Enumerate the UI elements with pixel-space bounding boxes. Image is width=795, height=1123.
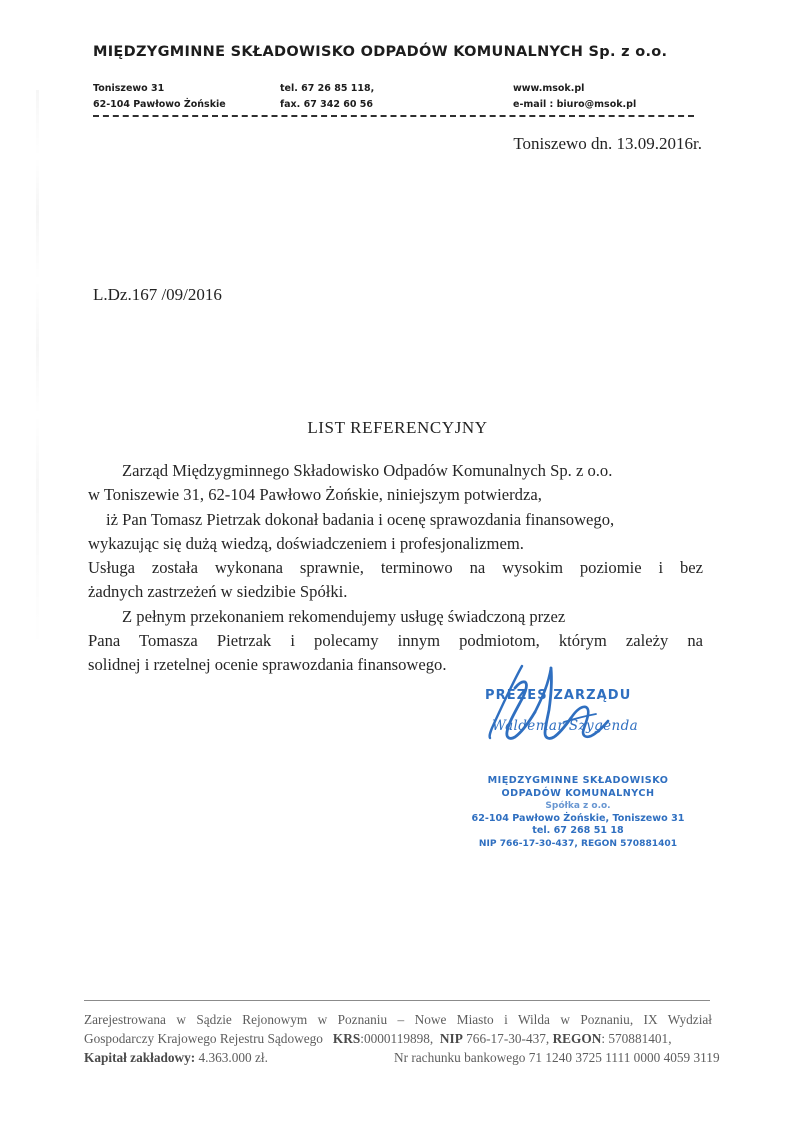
- address-line-2: 62-104 Pawłowo Żońskie: [93, 99, 226, 110]
- stamp-line-5: tel. 67 268 51 18: [532, 825, 624, 837]
- letterhead-contact-row: [93, 81, 708, 115]
- stamp-line-6: NIP 766-17-30-437, REGON 570881401: [478, 838, 678, 849]
- footer-line-2: [84, 1029, 712, 1048]
- regon-value: : 570881401,: [601, 1031, 672, 1046]
- document-title: LIST REFERENCYJNY: [307, 418, 488, 437]
- body-line: Z pełnym przekonaniem rekomendujemy usługę świadczoną przez: [122, 606, 566, 626]
- letterhead-web-email: [513, 81, 636, 113]
- scan-edge-artifact: [36, 90, 39, 650]
- letterhead-phone-fax: [280, 81, 374, 113]
- stamp-line-3: Spółka z o.o.: [545, 801, 611, 812]
- nip-label: NIP: [439, 1031, 463, 1046]
- body-line: żadnych zastrzeżeń w siedzibie Spółki.: [88, 582, 348, 602]
- body-line: Zarząd Międzygminnego Składowisko Odpadów Komunalnych Sp. z o.o.: [122, 461, 613, 480]
- letterhead-address: [93, 81, 226, 113]
- share-capital-label: Kapitał zakładowy:: [84, 1050, 196, 1065]
- body-line: Pana Tomasza Pietrzak i polecamy innym podmiotom, którym zależy na: [88, 631, 703, 651]
- handwritten-signature: [452, 662, 702, 752]
- body-line: Usługa została wykonana sprawnie, terminowo na wysokim poziomie i bez: [88, 558, 703, 578]
- stamp-line-4: 62-104 Pawłowo Żońskie, Toniszewo 31: [471, 812, 685, 824]
- phone-number: tel. 67 26 85 118,: [280, 83, 375, 94]
- footer-line-1: Zarejestrowana w Sądzie Rejonowym w Poznaniu – Nowe Miasto i Wilda w Poznaniu, IX Wydział: [84, 1012, 712, 1027]
- stamp-line-1: MIĘDZYGMINNE SKŁADOWISKO: [487, 775, 669, 786]
- company-rubber-stamp: [433, 775, 723, 851]
- krs-label: KRS: [332, 1031, 361, 1046]
- footer-divider: [84, 1000, 710, 1001]
- website-url: www.msok.pl: [513, 83, 585, 94]
- signature-title: PREZES ZARZĄDU: [485, 688, 632, 703]
- body-line: w Toniszewie 31, 62-104 Pawłowo Żońskie, niniejszym potwierdza,: [88, 485, 542, 505]
- krs-value: :0000119898,: [360, 1031, 434, 1046]
- body-line: iż Pan Tomasz Pietrzak dokonał badania i ocenę sprawozdania finansowego,: [106, 509, 615, 529]
- footer: [84, 1010, 720, 1067]
- signature-name: Waldemar Szygenda: [492, 718, 639, 734]
- body-line: wykazując się dużą wiedzą, doświadczeniem i profesjonalizmem.: [88, 533, 524, 553]
- footer-line-3: [84, 1048, 720, 1067]
- address-line-1: Toniszewo 31: [93, 83, 165, 94]
- date-line: Toniszewo dn. 13.09.2016r.: [513, 134, 702, 153]
- body-line: solidnej i rzetelnej ocenie sprawozdania finansowego.: [88, 655, 447, 675]
- regon-label: REGON: [552, 1031, 602, 1046]
- letter-body: [88, 459, 703, 678]
- email-address: e-mail : biuro@msok.pl: [513, 99, 637, 110]
- bank-account-number: Nr rachunku bankowego 71 1240 3725 1111 0000 4059 3119: [394, 1050, 720, 1065]
- company-name: MIĘDZYGMINNE SKŁADOWISKO ODPADÓW KOMUNALNYCH Sp. z o.o.: [93, 44, 668, 60]
- reference-number: L.Dz.167 /09/2016: [93, 285, 222, 304]
- fax-number: fax. 67 342 60 56: [280, 99, 374, 110]
- footer-court-dept: Gospodarczy Krajowego Rejestru Sądowego: [84, 1031, 323, 1046]
- signature-block: [452, 662, 702, 752]
- letterhead: [93, 44, 708, 115]
- stamp-line-2: ODPADÓW KOMUNALNYCH: [501, 787, 655, 799]
- share-capital-value: 4.363.000 zł.: [198, 1050, 268, 1065]
- nip-value: 766-17-30-437,: [466, 1031, 550, 1046]
- letterhead-divider: [93, 115, 694, 117]
